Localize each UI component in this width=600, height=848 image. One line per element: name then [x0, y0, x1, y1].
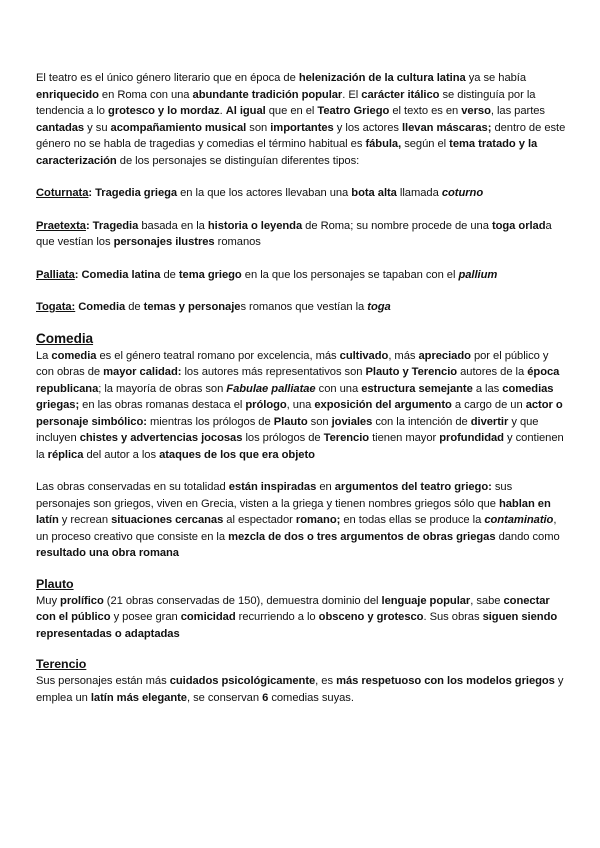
- comedia-paragraph-2: [36, 479, 566, 562]
- text-run: en la que los personajes se tapaban con el: [241, 268, 459, 281]
- text-run: llevan máscaras;: [402, 121, 492, 134]
- text-run: se distinguía por la tendencia a lo: [36, 88, 536, 117]
- text-run: latín más elegante: [90, 691, 187, 704]
- text-run: y recrean: [58, 514, 112, 526]
- text-run: comedia: [51, 349, 97, 362]
- text-run: del autor a los: [83, 448, 160, 461]
- text-run: 6: [262, 691, 269, 704]
- terencio-heading: Terencio: [36, 657, 87, 671]
- text-run: dando como: [495, 530, 560, 543]
- text-run: , se conservan: [186, 691, 263, 704]
- text-run: hablan en latín: [36, 497, 551, 526]
- text-run: . El: [342, 88, 362, 101]
- text-run: de: [160, 268, 179, 281]
- text-run: de los personajes se distinguían diferentes tipos:: [116, 154, 360, 167]
- text-run: el texto es en: [389, 105, 462, 117]
- text-run: , las partes: [490, 105, 545, 117]
- text-run: y su: [84, 121, 111, 134]
- text-run: apreciado: [418, 349, 471, 362]
- text-run: pallium: [458, 268, 498, 281]
- text-run: lenguaje popular: [381, 594, 471, 607]
- text-run: en Roma con una: [98, 88, 193, 101]
- text-run: Tragedia: [92, 219, 139, 232]
- plauto-heading: Plauto: [36, 576, 74, 591]
- text-run: contaminatio: [484, 514, 554, 526]
- text-run: :: [74, 268, 82, 281]
- text-run: autores de la: [457, 366, 528, 378]
- text-run: conectar con el público: [36, 594, 550, 623]
- text-run: comicidad: [180, 611, 236, 623]
- text-run: argumentos del teatro griego:: [334, 481, 492, 493]
- text-run: , un proceso creativo que consiste en la: [36, 514, 557, 543]
- text-run: por el público y con obras de: [36, 349, 549, 378]
- comedia-heading: Comedia: [36, 330, 94, 346]
- text-run: y posee gran: [110, 611, 181, 623]
- definition-palliata: [36, 267, 566, 284]
- text-run: (21 obras conservadas de 150), demuestra dominio del: [103, 594, 382, 607]
- text-run: Sus personajes están más: [36, 675, 170, 687]
- text-run: llamada: [396, 187, 442, 199]
- text-run: basada en la: [138, 219, 208, 232]
- text-run: sus personajes son griegos, viven en Grecia, visten a la griega y tienen nombres griegos sólo que: [36, 481, 513, 510]
- text-run: exposición del argumento: [314, 399, 452, 411]
- text-run: actor o personaje simbólico:: [36, 399, 563, 428]
- text-run: temas y personaje: [143, 301, 241, 313]
- definition-term: Togata:: [36, 301, 76, 313]
- text-run: tema tratado y la caracterización: [36, 138, 538, 167]
- comedia-paragraph-1: [36, 348, 566, 464]
- definition-text: [75, 301, 391, 313]
- text-run: historia o leyenda: [207, 219, 303, 232]
- text-run: Terencio: [323, 432, 370, 444]
- text-run: comedias griegas;: [36, 382, 554, 411]
- text-run: los autores más representativos son: [181, 366, 366, 378]
- definition-praetexta: [36, 218, 566, 251]
- text-run: tienen mayor: [369, 432, 440, 444]
- plauto-paragraph: [36, 593, 566, 643]
- text-run: cuidados psicológicamente: [169, 675, 316, 687]
- text-run: abundante tradición popular: [192, 88, 343, 101]
- text-run: romanos: [214, 236, 261, 248]
- text-run: con la intención de: [372, 415, 471, 428]
- definition-text: [36, 220, 552, 249]
- text-run: cultivado: [339, 349, 389, 362]
- text-run: s romanos que vestían la: [240, 301, 368, 313]
- terencio-paragraph: [36, 673, 566, 706]
- text-run: personajes ilustres: [113, 236, 215, 248]
- text-run: más respetuoso con los modelos griegos: [336, 675, 555, 687]
- text-run: según el: [401, 138, 450, 150]
- text-run: situaciones cercanas: [111, 514, 224, 526]
- intro-paragraph: [36, 70, 566, 169]
- text-run: réplica: [47, 448, 84, 461]
- text-run: divertir: [470, 415, 509, 428]
- text-run: Teatro Griego: [317, 105, 390, 117]
- definition-text: [88, 187, 483, 199]
- text-run: carácter itálico: [361, 88, 440, 101]
- text-run: estructura semejante: [361, 382, 473, 395]
- definition-text: [75, 269, 498, 281]
- text-run: ya se había: [465, 72, 527, 84]
- text-run: siguen siendo representadas o adaptadas: [36, 611, 558, 640]
- text-run: tema griego: [178, 268, 242, 281]
- text-run: en todas ellas se produce la: [340, 514, 485, 526]
- text-run: al espectador: [223, 514, 296, 526]
- text-run: de Roma; su nombre procede de una: [302, 219, 492, 232]
- text-run: El teatro es el único género literario que en época de: [36, 72, 299, 84]
- text-run: bota alta: [351, 187, 397, 199]
- text-run: a las: [472, 382, 503, 395]
- text-run: joviales: [331, 415, 373, 428]
- text-run: , sabe: [470, 594, 504, 607]
- text-run: y que incluyen: [36, 415, 539, 444]
- text-run: :: [85, 219, 93, 232]
- text-run: , una: [286, 399, 315, 411]
- text-run: ; la mayoría de obras son: [98, 382, 227, 395]
- text-run: Comedia: [78, 301, 126, 313]
- text-run: cantadas: [36, 121, 85, 134]
- text-run: son: [307, 415, 332, 428]
- text-run: en la que los actores llevaban una: [177, 187, 352, 199]
- text-run: Las obras conservadas en su totalidad: [36, 481, 229, 493]
- text-run: acompañamiento musical: [110, 121, 247, 134]
- text-run: importantes: [270, 121, 334, 134]
- text-run: prolífico: [60, 594, 104, 607]
- text-run: profundidad: [439, 432, 504, 444]
- text-run: chistes y advertencias jocosas: [79, 432, 243, 444]
- text-run: mezcla de dos o tres argumentos de obras griegas: [228, 530, 496, 543]
- text-run: coturno: [441, 187, 484, 199]
- text-run: época republicana: [36, 366, 560, 395]
- text-run: dentro de este género no se habla de tragedias y comedias el término habitual es: [36, 121, 566, 150]
- text-run: . Sus obras: [423, 611, 483, 623]
- text-run: Plauto: [273, 415, 308, 428]
- definition-term: Palliata: [36, 268, 75, 281]
- text-run: y contienen la: [36, 432, 564, 461]
- text-run: Comedia latina: [81, 268, 161, 281]
- text-run: romano;: [295, 514, 341, 526]
- text-run: ataques de los que era objeto: [159, 448, 315, 461]
- text-run: mayor calidad:: [103, 366, 182, 378]
- text-run: obsceno y grotesco: [318, 611, 424, 623]
- text-run: están inspiradas: [228, 481, 317, 493]
- text-run: de: [125, 301, 144, 313]
- text-run: a cargo de un: [451, 399, 526, 411]
- text-run: , es: [315, 675, 337, 687]
- text-run: y emplea un: [36, 675, 564, 704]
- document-page: [36, 70, 566, 706]
- text-run: fábula,: [365, 138, 402, 150]
- text-run: Fabulae palliatae: [226, 382, 316, 395]
- text-run: y los actores: [333, 121, 402, 134]
- definition-term: Praetexta: [36, 219, 86, 232]
- definition-togata: [36, 299, 566, 316]
- text-run: es el género teatral romano por excelencia, más: [96, 349, 340, 362]
- text-run: , más: [388, 349, 419, 362]
- text-run: son: [246, 121, 271, 134]
- text-run: resultado una obra romana: [36, 547, 179, 559]
- text-run: Plauto y Terencio: [365, 366, 458, 378]
- definition-term: Coturnata: [36, 187, 89, 199]
- text-run: La: [36, 349, 52, 362]
- text-run: recurriendo a lo: [235, 611, 319, 623]
- text-run: toga orlad: [491, 219, 546, 232]
- text-run: verso: [461, 105, 491, 117]
- text-run: .: [219, 105, 226, 117]
- text-run: grotesco y lo mordaz: [108, 105, 220, 117]
- text-run: Tragedia griega: [95, 187, 178, 199]
- text-run: helenización de la cultura latina: [298, 72, 466, 84]
- text-run: en: [316, 481, 335, 493]
- text-run: que en el: [265, 105, 318, 117]
- text-run: mientras los prólogos de: [146, 415, 274, 428]
- text-run: :: [88, 187, 96, 199]
- text-run: en las obras romanas destaca el: [79, 399, 246, 411]
- text-run: Al igual: [225, 105, 266, 117]
- text-run: con una: [315, 382, 362, 395]
- text-run: Muy: [36, 594, 61, 607]
- text-run: toga: [367, 301, 391, 313]
- text-run: comedias suyas.: [268, 691, 354, 704]
- text-run: los prólogos de: [242, 432, 324, 444]
- text-run: a que vestían los: [36, 219, 552, 248]
- definition-coturnata: [36, 185, 566, 202]
- text-run: prólogo: [245, 399, 287, 411]
- text-run: enriquecido: [36, 88, 99, 101]
